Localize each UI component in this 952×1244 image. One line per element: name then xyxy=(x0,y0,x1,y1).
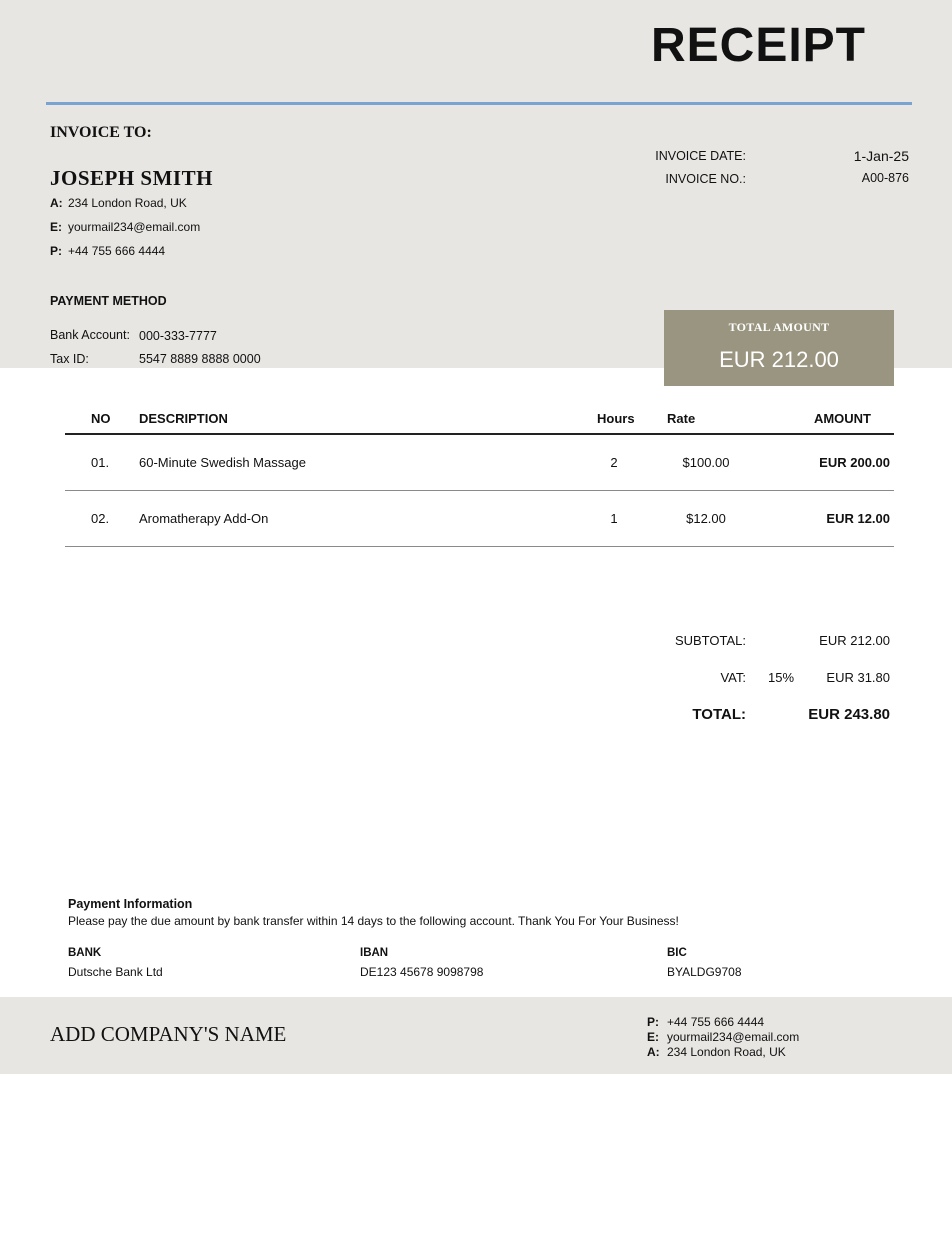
invoice-number-label: INVOICE NO.: xyxy=(665,172,746,186)
subtotal-value: EUR 212.00 xyxy=(819,633,890,648)
total-label: TOTAL: xyxy=(692,706,746,723)
vat-rate: 15% xyxy=(768,670,795,685)
bank-label: BANK xyxy=(68,947,102,959)
footer-phone-label: P: xyxy=(647,1015,659,1029)
footer-email xyxy=(647,1030,799,1044)
company-name: ADD COMPANY'S NAME xyxy=(50,1022,287,1046)
bank-value: Dutsche Bank Ltd xyxy=(68,965,163,979)
row-number: 01. xyxy=(91,455,110,470)
payment-info-heading: Payment Information xyxy=(68,897,193,911)
phone-label: P: xyxy=(50,244,62,258)
vat-value: EUR 31.80 xyxy=(826,670,890,685)
client-name: JOSEPH SMITH xyxy=(50,166,213,190)
bic-value: BYALDG9708 xyxy=(667,965,742,979)
address-label: A: xyxy=(50,196,63,210)
total-amount-label: TOTAL AMOUNT xyxy=(728,320,830,334)
row-description: Aromatherapy Add-On xyxy=(139,511,269,526)
invoice-date-value: 1-Jan-25 xyxy=(853,148,909,164)
document-title: RECEIPT xyxy=(650,19,866,72)
row-description: 60-Minute Swedish Massage xyxy=(139,455,306,470)
footer-phone-value: +44 755 666 4444 xyxy=(667,1015,765,1029)
payment-method-heading: PAYMENT METHOD xyxy=(50,294,167,308)
row-amount: EUR 200.00 xyxy=(819,455,890,470)
phone-value: +44 755 666 4444 xyxy=(68,244,166,258)
iban-value: DE123 45678 9098798 xyxy=(360,965,484,979)
subtotal-label: SUBTOTAL: xyxy=(674,633,746,648)
footer-address-value: 234 London Road, UK xyxy=(667,1045,786,1059)
address-value: 234 London Road, UK xyxy=(68,196,187,210)
column-header-no: NO xyxy=(91,411,111,426)
payment-info-text: Please pay the due amount by bank transfer within 14 days to the following account. Thank You For Your Business! xyxy=(68,914,679,928)
footer-email-label: E: xyxy=(647,1030,659,1044)
column-header-amount: AMOUNT xyxy=(813,411,871,426)
table-header-rule xyxy=(65,433,894,435)
row-rate: $100.00 xyxy=(682,455,730,470)
footer-phone xyxy=(647,1015,764,1029)
client-phone xyxy=(50,244,165,258)
invoice-date-label: INVOICE DATE: xyxy=(655,149,746,163)
invoice-number-value: A00-876 xyxy=(861,171,909,185)
table-bottom-rule xyxy=(65,546,894,547)
column-header-hours: Hours xyxy=(597,411,635,426)
row-number: 02. xyxy=(91,511,110,526)
tax-id-value: 5547 8889 8888 0000 xyxy=(139,352,261,366)
invoice-to-heading: INVOICE TO: xyxy=(50,124,152,141)
row-amount: EUR 12.00 xyxy=(826,511,890,526)
bic-label: BIC xyxy=(667,947,687,959)
footer-address xyxy=(647,1045,786,1059)
email-value[interactable]: yourmail234@email.com xyxy=(68,220,201,234)
total-amount-value: EUR 212.00 xyxy=(719,347,839,372)
client-email xyxy=(50,220,200,234)
tax-id-label: Tax ID: xyxy=(50,352,89,366)
column-header-rate: Rate xyxy=(667,411,696,426)
column-header-description: DESCRIPTION xyxy=(139,411,228,426)
vat-label: VAT: xyxy=(720,670,746,685)
bank-account-label: Bank Account: xyxy=(50,328,130,342)
bank-account-value: 000-333-7777 xyxy=(139,329,217,343)
row-hours: 2 xyxy=(610,455,618,470)
footer-address-label: A: xyxy=(647,1045,660,1059)
iban-label: IBAN xyxy=(360,947,389,959)
table-row-divider xyxy=(65,490,894,491)
total-amount-box xyxy=(664,310,894,386)
client-address xyxy=(50,196,187,210)
email-label: E: xyxy=(50,220,62,234)
row-rate: $12.00 xyxy=(686,511,726,526)
footer-email-value[interactable]: yourmail234@email.com xyxy=(667,1030,800,1044)
total-value: EUR 243.80 xyxy=(808,706,890,723)
row-hours: 1 xyxy=(610,511,618,526)
header-divider xyxy=(46,102,912,105)
